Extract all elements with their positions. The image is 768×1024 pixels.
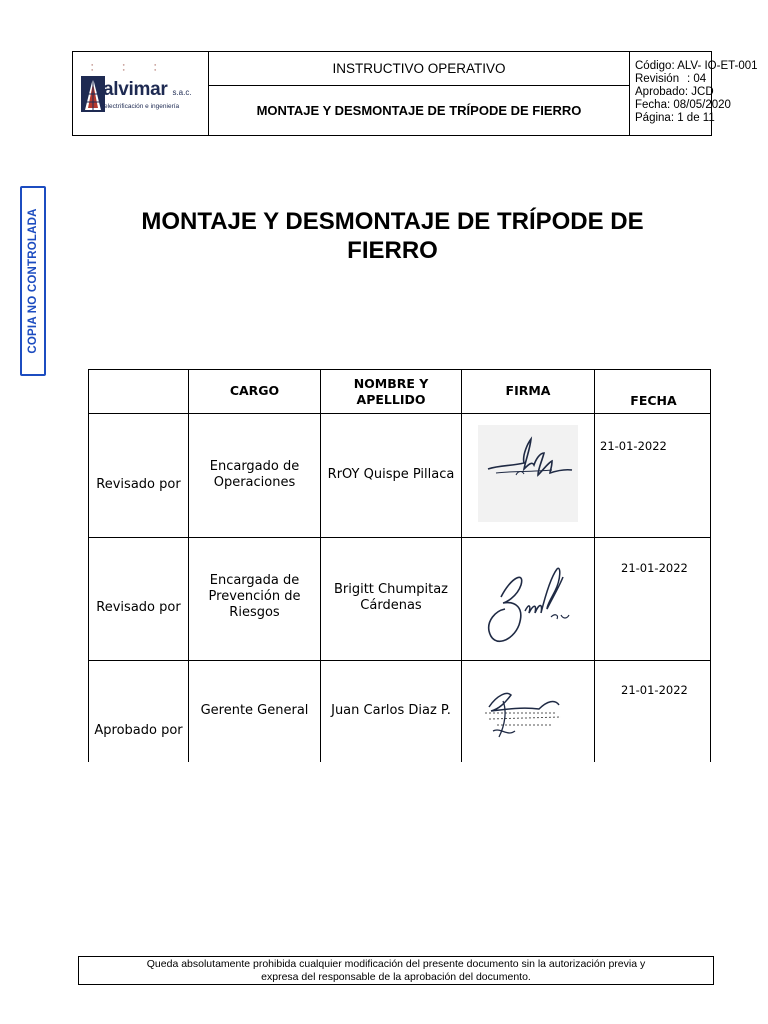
table-divider xyxy=(89,413,710,414)
meta-key: Aprobado xyxy=(635,86,685,98)
row-2-nombre-line: Cárdenas xyxy=(360,598,422,613)
meta-value: : ALV- IO-ET-001 xyxy=(671,60,758,72)
footer-line-2: expresa del responsable de la aprobación del documento. xyxy=(261,970,531,983)
row-2-cargo xyxy=(189,573,320,621)
approval-table xyxy=(88,369,711,762)
document-header xyxy=(72,51,758,136)
row-3-fecha: 21-01-2022 xyxy=(621,683,688,697)
meta-value: : 08/05/2020 xyxy=(666,99,731,111)
row-2-cargo-line: Encargada de xyxy=(209,573,300,588)
company-logo xyxy=(73,52,209,135)
meta-key: Página xyxy=(635,112,671,124)
header-nombre xyxy=(321,376,461,408)
header-cargo: CARGO xyxy=(229,383,280,398)
meta-key: Revisión xyxy=(635,73,680,85)
meta-codigo xyxy=(635,60,758,73)
signature-1-image xyxy=(478,425,578,522)
footer-line-1: Queda absolutamente prohibida cualquier modificación del presente documento sin la autorización previa y xyxy=(146,958,646,970)
logo-tower-icon xyxy=(81,74,105,114)
stamp-text: COPIA NO CONTROLADA xyxy=(27,208,39,354)
table-divider xyxy=(594,370,595,762)
row-3-cargo: Gerente General xyxy=(200,703,309,718)
uncontrolled-copy-stamp xyxy=(20,186,46,376)
row-1-nombre: RrOY Quispe Pillaca xyxy=(327,467,455,482)
page-title xyxy=(90,207,695,265)
logo-wordmark xyxy=(103,79,192,101)
row-2-cargo-line: Riesgos xyxy=(229,605,280,620)
meta-fecha xyxy=(635,99,731,112)
row-1-cargo-line: Encargado de xyxy=(209,459,300,474)
meta-key: Código xyxy=(635,60,672,72)
row-1-role: Revisado por xyxy=(96,477,181,492)
signature-2-image xyxy=(481,557,581,652)
document-meta xyxy=(635,60,758,125)
table-divider xyxy=(461,370,462,762)
row-2-cargo-line: Prevención de xyxy=(208,589,301,604)
meta-value: : 04 xyxy=(687,73,707,85)
row-2-fecha: 21-01-2022 xyxy=(621,561,688,575)
meta-value: : 1 de 11 xyxy=(670,112,715,124)
legal-notice-footer xyxy=(78,956,714,985)
header-fecha: FECHA xyxy=(630,393,677,408)
row-1-cargo xyxy=(189,459,320,491)
row-2-nombre-line: Brigitt Chumpitaz xyxy=(333,582,449,597)
row-1-fecha: 21-01-2022 xyxy=(600,439,667,453)
meta-pagina xyxy=(635,112,715,125)
logo-tagline: electrificación e ingeniería xyxy=(104,103,180,110)
logo-name-text: alvimar xyxy=(103,79,168,100)
page-title-line-1: MONTAJE Y DESMONTAJE DE TRÍPODE DE xyxy=(141,208,644,235)
row-3-role: Aprobado por xyxy=(94,723,183,738)
logo-suffix: s.a.c. xyxy=(172,88,192,97)
header-nombre-line-1: NOMBRE Y xyxy=(353,376,429,391)
document-type: INSTRUCTIVO OPERATIVO xyxy=(209,52,630,86)
meta-key: Fecha xyxy=(635,99,667,111)
signature-3-image xyxy=(477,681,573,741)
row-3-nombre: Juan Carlos Diaz P. xyxy=(331,703,451,718)
header-firma: FIRMA xyxy=(505,383,551,398)
meta-revision xyxy=(635,73,711,86)
row-1-cargo-line: Operaciones xyxy=(213,475,296,490)
document-header-title: MONTAJE Y DESMONTAJE DE TRÍPODE DE FIERRO xyxy=(209,86,630,135)
row-2-nombre xyxy=(321,582,461,614)
table-divider xyxy=(89,537,710,538)
row-2-role: Revisado por xyxy=(96,600,181,615)
page-title-line-2: FIERRO xyxy=(347,237,438,264)
logo-decoration: ● ● ● ● ● ● xyxy=(91,62,171,72)
header-nombre-line-2: APELLIDO xyxy=(356,392,426,407)
table-divider xyxy=(89,660,710,661)
meta-aprobado xyxy=(635,86,714,99)
meta-value: : JCD xyxy=(684,86,714,98)
